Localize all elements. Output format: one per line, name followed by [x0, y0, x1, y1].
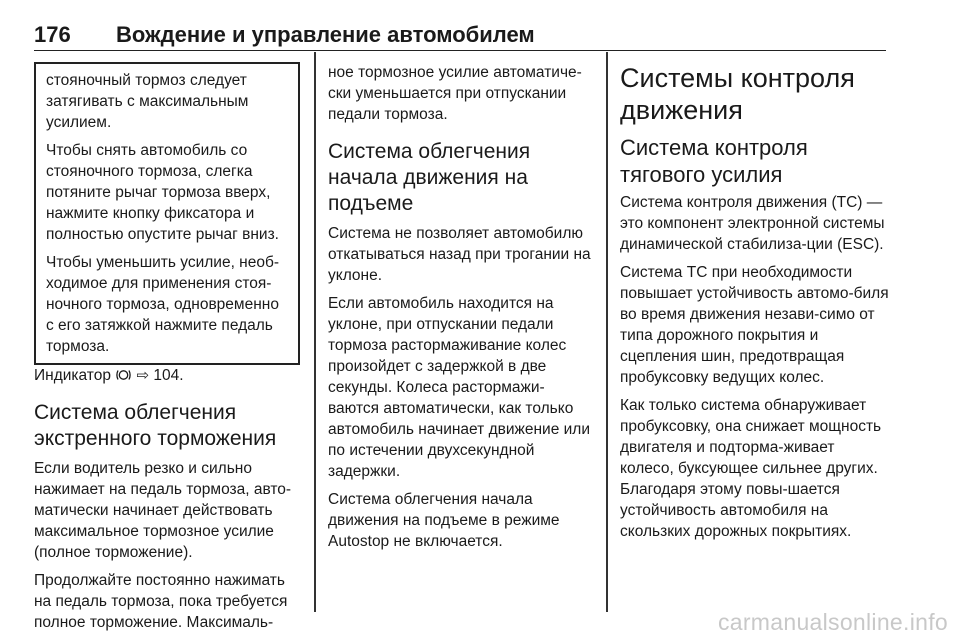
column-1 [34, 52, 300, 640]
column-divider [314, 52, 316, 612]
note-paragraph: Чтобы снять автомобиль со стояночного тормоза, слегка потяните рычаг тормоза вверх, нажмите кнопку фиксатора и полностью опустите рычаг вниз. [46, 142, 279, 243]
body-paragraph: Система контроля движения (TC) — это компонент электронной системы динамической стабилиза-ции (ESC). [620, 194, 885, 253]
watermark: carmanualsonline.info [717, 609, 948, 635]
body-paragraph: ное тормозное усилие автоматиче-ски уменьшается при отпускании педали тормоза. [328, 64, 582, 123]
body-paragraph: Как только система обнаруживает пробуксовку, она снижает мощность двигателя и подторма-живает колесо, буксующее сильнее других. Благодаря этому повы-шается устойчивость автомобиля на скользких дорожных покрытиях. [620, 397, 882, 540]
body-paragraph: Система TC при необходимости повышает устойчивость автомо-биля во время движения незави-симо от типа дорожного покрытия и сцепления шин, предотвращая пробуксовку ведущих колес. [620, 264, 889, 386]
section-heading: Система контроля тягового усилия [620, 135, 808, 187]
page-number: 176 [34, 22, 71, 47]
section-heading: Система облегчения начала движения на подъеме [328, 140, 531, 215]
body-paragraph: Если автомобиль находится на уклоне, при отпускании педали тормоза растормаживание колес произойдет с задержкой в две секунды. Колеса растормажи-ваются автоматически, как только автомобиль начинает движение или по истечении двухсекундной задержки. [328, 295, 590, 480]
note-paragraph: стояночный тормоз следует затягивать с максимальным усилием. [46, 72, 249, 131]
indicator-reference [34, 365, 300, 386]
indicator-page-ref: 104. [153, 367, 184, 384]
indicator-label: Индикатор [34, 367, 111, 384]
page-title: Вождение и управление автомобилем [116, 22, 535, 47]
body-paragraph: Система облегчения начала движения на подъеме в режиме Autostop не включается. [328, 491, 560, 550]
body-paragraph: Продолжайте постоянно нажимать на педаль тормоза, пока требуется полное торможение. Максималь- [34, 572, 288, 631]
page-header [34, 16, 886, 51]
body-paragraph: Система не позволяет автомобилю откатываться назад при трогании на уклоне. [328, 225, 591, 284]
chapter-heading: Системы контроля движения [620, 63, 855, 125]
column-3 [620, 62, 890, 549]
body-paragraph: Если водитель резко и сильно нажимает на педаль тормоза, авто-матически начинает действовать максимальное тормозное усилие (полное торможение). [34, 460, 292, 561]
page-reference-arrow-icon: ⇨ [136, 367, 150, 384]
column-divider [606, 52, 608, 612]
brake-indicator-icon [115, 367, 136, 384]
note-paragraph: Чтобы уменьшить усилие, необ-ходимое для применения стоя-ночного тормоза, одновременно с его затяжкой нажмите педаль тормоза. [46, 254, 280, 355]
column-2 [328, 62, 594, 559]
section-heading: Система облегчения экстренного торможения [34, 401, 277, 450]
note-box [34, 62, 300, 365]
